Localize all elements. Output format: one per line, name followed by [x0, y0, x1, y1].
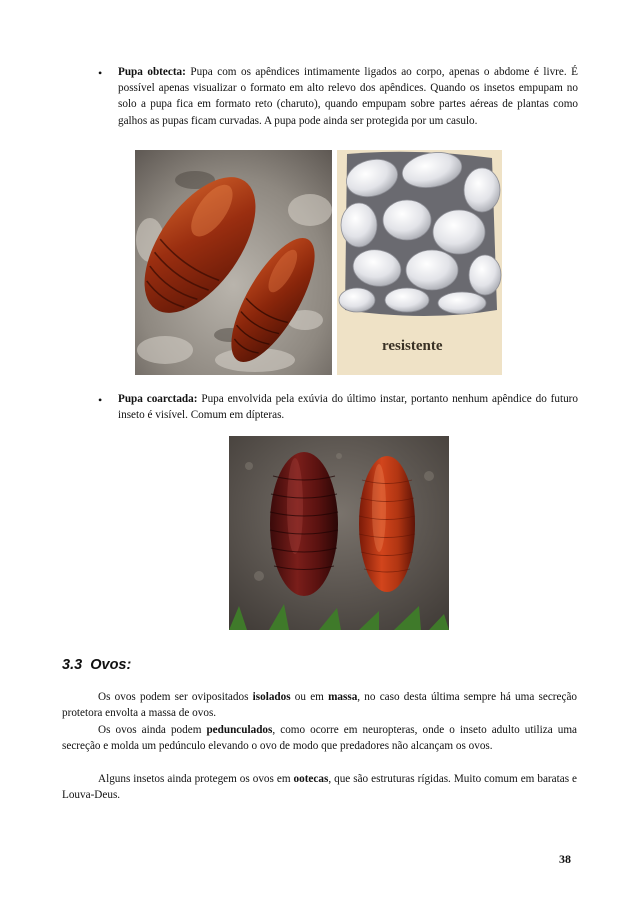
- coarctate-pupae-photo: [229, 436, 449, 630]
- ovos-paragraph-3: [62, 771, 577, 803]
- pupa-obtecta-paragraph: [118, 64, 578, 129]
- p3-bold-ootecas: ootecas: [293, 773, 329, 785]
- p1-text-a: Os ovos podem ser ovipositados: [98, 691, 253, 703]
- pupa-coarctada-text: Pupa envolvida pela exúvia do último instar, portanto nenhum apêndice do futuro inseto é visível. Comum em dípteras.: [118, 393, 578, 422]
- p1-text-c: ou em: [290, 691, 329, 703]
- pupa-coarctada-term: Pupa coarctada:: [118, 393, 198, 405]
- ovos-paragraph-2: [62, 722, 577, 754]
- page-number: 38: [559, 852, 571, 866]
- ovos-paragraph-1: [62, 689, 577, 721]
- p1-bold-isolados: isolados: [252, 691, 291, 703]
- cocoons-photo: [337, 150, 502, 375]
- p2-text-a: Os ovos ainda podem: [98, 724, 207, 736]
- p1-text-d: , no caso desta última sempre há uma secreção protetora envolta a massa de ovos.: [62, 691, 578, 720]
- section-number: 3.3: [62, 657, 83, 673]
- section-title: Ovos:: [90, 657, 132, 673]
- pupa-obtecta-term: Pupa obtecta:: [118, 66, 186, 78]
- p3-text-c: , que são estruturas rígidas. Muito comum em baratas e Louva-Deus.: [62, 773, 577, 802]
- cocoon-caption: resistente: [382, 338, 443, 354]
- bullet-marker: •: [98, 393, 103, 407]
- section-heading: [62, 657, 131, 673]
- pupa-obtecta-text: Pupa com os apêndices intimamente ligados ao corpo, apenas o abdome é livre. É possível apenas visualizar o formato em alto relevo dos apêndices. Quando os insetos empupam no solo a pupa fica em formato reto (charuto), quando empupam sobre partes aéreas de plantas como galhos as pupas ficam curvadas. A pupa pode ainda ser protegida por um casulo.: [118, 66, 578, 127]
- obtect-pupae-photo: [135, 150, 332, 375]
- p3-text-a: Alguns insetos ainda protegem os ovos em: [98, 773, 294, 785]
- p2-bold-pedunculados: pedunculados: [206, 724, 273, 736]
- pupa-coarctada-paragraph: [118, 391, 578, 423]
- p2-text-c: , como ocorre em neuropteras, onde o inseto adulto utiliza uma secreção e molda um pedúnculo elevando o ovo de modo que predadores não alcançam os ovos.: [62, 724, 577, 753]
- p1-bold-massa: massa: [328, 691, 358, 703]
- bullet-marker: •: [98, 66, 103, 80]
